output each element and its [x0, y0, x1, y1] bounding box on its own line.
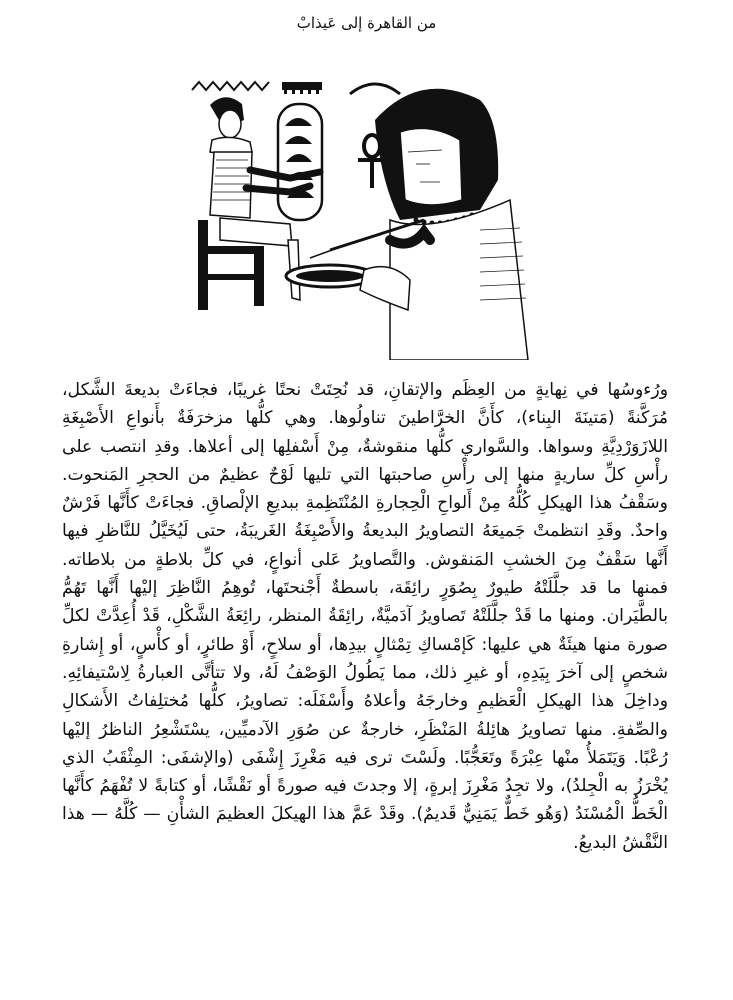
egyptian-scribes-illustration	[180, 60, 530, 360]
body-text	[62, 376, 668, 857]
comb-glyph-icon	[282, 82, 322, 94]
body-paragraph: ورُءوسُها في نِهايةٍ من العِظَم والإتقانِ، قد نُحِتَتْ نحتًا غريبًا، فجاءَتْ بديعةَ الشَّكل، مُرَكَّنةً (مَتينَةَ البِناء)، كأَنَّ الخرَّاطينَ تناولُوها. وهي كلُّها مزخرَفَةٌ بأَنواعِ الأَصْبِغَةِ اللازَوَرْدِيَّةِ وسواها. والسَّواري كلُّها منقوشةٌ، مِنْ أَسْفلِها إلى أعلاها. وقدِ انتصب على رأْسِ كلِّ ساريةٍ منها إلى رأْسِ صاحبتها التي تليها لَوْحٌ عظيمٌ من الحجرِ المَنحوت. وسَقْفُ هذا الهيكلِ كُلُّهُ مِنْ أَلواحِ الْحِجارةِ المُنْتَظِمةِ ببديعِ الإلْصاقِ. فجاءَتْ كأَنَّها فَرْشٌ واحدٌ. وقَدِ انتظمتْ جَميعَهُ التصاويرُ البديعةُ والأَصْبِغَةُ الغَريبَةُ، حتى لَيُخَيَّلُ للنَّاظرِ فيها أَنَّها سَقْفٌ مِنَ الخشبِ المَنقوش. والتَّصاويرُ عَلى أنواعٍ، في كلِّ بلاطةٍ من بلاطاته. فمنها ما قد جلَّلَتْهُ طيورٌ بِصُوَرٍ رائِقَة، باسطةٌ أَجْنحتَها، تُوهِمُ النَّاظِرَ إليْها أَنَّها تَهُمُّ بالطَّيَران. ومنها ما قَدْ جلَّلَتْهُ تَصاويرُ آدَميَّةٌ، رائِقَةُ المنظر، رائِعَةُ الشَّكْلِ، قَدْ أُعِدَّتْ لكلِّ صورة منها هيئَةٌ هي عليها: كَإمْساكِ تِمْثالٍ بيدِها، أو سلاحٍ، أَوْ طائرٍ، أو كأْسٍ، أو إِشارةِ شخصٍ إلى آخرَ بِيَدِهِ، أو غيرِ ذلك، مما يَطُولُ الوَصْفُ لَهُ، ولا تتأتَّى العبارةُ لِاسْتيفائِهِ. وداخِلَ هذا الهيكلِ الْعَظيمِ وخارجَهُ وأعلاهُ وأَسْفَلَه: تصاويرُ، كلُّها مُختلِفاتُ الأَشكالِ والصِّفةِ. منها تصاويرُ هائِلةُ المَنْظَرِ، خارجةٌ عن صُوَرِ الآدميِّين، يسْتَشْعِرُ الناظرُ إليْها رُعْبًا. وَيَتَمَلأُ منْها عِبْرَةً وتَعَجُّبًا. ولَسْتَ ترى فيه مَغْرِزَ إِشْفَى (والإشفَى: المِثْقَبُ الذي يُخْرَزُ به الْجِلدُ)، ولا تجِدُ مَغْرِزَ إبرةٍ، إلا وجدتَ فيه صورةً أو نَقْشًا، أو كتابةً لا تُفْهَمُ كأَنَّها الْخَطُّ الْمُسْنَدُ (وَهُو خَطٌّ يَمَنِيٌّ قَديمٌ). وقَدْ عَمَّ هذا الهيكلَ العظيمَ الشأْنِ — كُلَّهُ — هذا النَّقْشُ البديعُ.	[62, 380, 668, 853]
zigzag-glyph-icon	[192, 82, 269, 90]
dome-glyph-icon	[350, 84, 400, 94]
running-header: من القاهرة إلى عَيذابْ	[296, 14, 437, 32]
